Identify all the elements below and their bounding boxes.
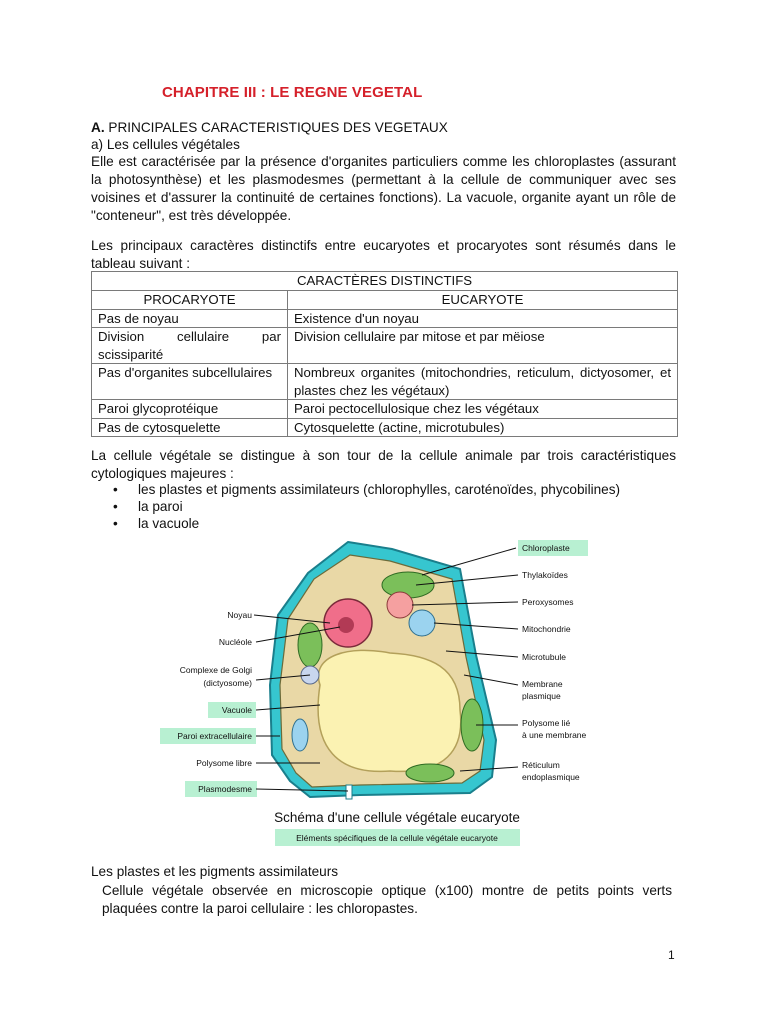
label-nucleole: Nucléole xyxy=(218,637,252,647)
table-cell: Cytosquelette (actine, microtubules) xyxy=(288,418,678,437)
table-row xyxy=(92,400,678,419)
label-thylakoides: Thylakoïdes xyxy=(522,570,568,580)
label-reticulum: Réticulum xyxy=(522,760,560,770)
label-polysome-libre: Polysome libre xyxy=(196,758,252,768)
label-membrane: Membrane xyxy=(522,679,563,689)
label-endoplasmique: endoplasmique xyxy=(522,772,580,782)
table-cell: Division cellulaire par scissiparité xyxy=(92,328,288,364)
label-vacuole: Vacuole xyxy=(221,705,252,715)
table-cell: Pas de cytosquelette xyxy=(92,418,288,437)
nucleolus-shape xyxy=(338,617,354,633)
peroxysome-shape xyxy=(387,592,413,618)
table-row xyxy=(92,418,678,437)
label-golgi: Complexe de Golgi xyxy=(179,665,252,675)
page-number: 1 xyxy=(668,948,675,962)
table-cell: Nombreux organites (mitochondries, reticulum, dictyosomer, et plastes chez les végétaux) xyxy=(288,364,678,400)
heading-plastes: Les plastes et les pigments assimilateurs xyxy=(91,864,339,879)
chloroplast-shape xyxy=(406,764,454,782)
label-polysome-lie: Polysome lié xyxy=(522,718,571,728)
subsection-a-title: a) Les cellules végétales xyxy=(91,137,240,152)
label-paroi: Paroi extracellulaire xyxy=(177,731,252,741)
label-noyau: Noyau xyxy=(227,610,252,620)
section-a-letter: A. xyxy=(91,120,105,135)
mitochondria-shape xyxy=(292,719,308,751)
section-a-title: PRINCIPALES CARACTERISTIQUES DES VEGETAUX xyxy=(108,120,448,135)
list-item: • la vacuole xyxy=(113,516,200,531)
table-row xyxy=(92,309,678,328)
diagram-legend: Eléments spécifiques de la cellule végétale eucaryote xyxy=(296,833,498,843)
bullet-icon: • xyxy=(113,516,118,531)
distinctive-characters-table xyxy=(91,271,678,437)
label-peroxysomes: Peroxysomes xyxy=(522,597,574,607)
label-a-une-membrane: à une membrane xyxy=(522,730,587,740)
diagram-caption: Schéma d'une cellule végétale eucaryote xyxy=(274,810,520,825)
label-chloroplaste: Chloroplaste xyxy=(522,543,570,553)
table-cell: Existence d'un noyau xyxy=(288,309,678,328)
table-title: CARACTÈRES DISTINCTIFS xyxy=(92,272,678,291)
paragraph-2: Les principaux caractères distinctifs entre eucaryotes et procaryotes sont résumés dans le tableau suivant : xyxy=(91,238,676,271)
label-plasmodesme: Plasmodesme xyxy=(198,784,252,794)
chapter-title: CHAPITRE III : LE REGNE VEGETAL xyxy=(162,84,423,101)
chloroplast-shape xyxy=(382,572,434,598)
paragraph-4: Cellule végétale observée en microscopie optique (x100) montre de petits points verts plaquées contre la paroi cellulaire : les chloropastes. xyxy=(102,883,672,916)
mitochondria-shape xyxy=(409,610,435,636)
paragraph-1: Elle est caractérisée par la présence d'organites particuliers comme les chloroplastes (assurant la photosynthèse) et les plasmodesmes (permettant à la cellule de communiquer avec ses voisines et d'assurer la continuité de certaines fonctions). La vacuole, organite ayant un rôle de "conteneur", est très développée. xyxy=(91,154,676,223)
paragraph-3: La cellule végétale se distingue à son tour de la cellule animale par trois caractéristiques cytologiques majeures : xyxy=(91,448,676,481)
table-cell: Pas d'organites subcellulaires xyxy=(92,364,288,400)
label-microtubule: Microtubule xyxy=(522,652,566,662)
bullet-icon: • xyxy=(113,499,118,514)
table-row xyxy=(92,364,678,400)
list-item: • les plastes et pigments assimilateurs (chlorophylles, caroténoïdes, phycobilines) xyxy=(113,482,621,497)
vacuole-shape xyxy=(318,650,461,771)
table-cell: Paroi pectocellulosique chez les végétaux xyxy=(288,400,678,419)
table-cell: Paroi glycoprotéique xyxy=(92,400,288,419)
label-mitochondrie: Mitochondrie xyxy=(522,624,571,634)
list-item: • la paroi xyxy=(113,499,183,514)
table-header-procaryote: PROCARYOTE xyxy=(92,291,288,310)
table-row xyxy=(92,328,678,364)
label-dictyosome: (dictyosome) xyxy=(203,678,252,688)
label-plasmique: plasmique xyxy=(522,691,561,701)
chloroplast-shape xyxy=(298,623,322,667)
section-a-heading xyxy=(91,119,676,137)
characteristics-list xyxy=(110,481,620,532)
table-cell: Division cellulaire par mitose et par mëiose xyxy=(288,328,678,364)
table-header-eucaryote: EUCARYOTE xyxy=(288,291,678,310)
bullet-icon: • xyxy=(113,482,118,497)
plant-cell-diagram xyxy=(160,535,600,855)
plasmodesme-shape xyxy=(346,785,352,799)
table-cell: Pas de noyau xyxy=(92,309,288,328)
